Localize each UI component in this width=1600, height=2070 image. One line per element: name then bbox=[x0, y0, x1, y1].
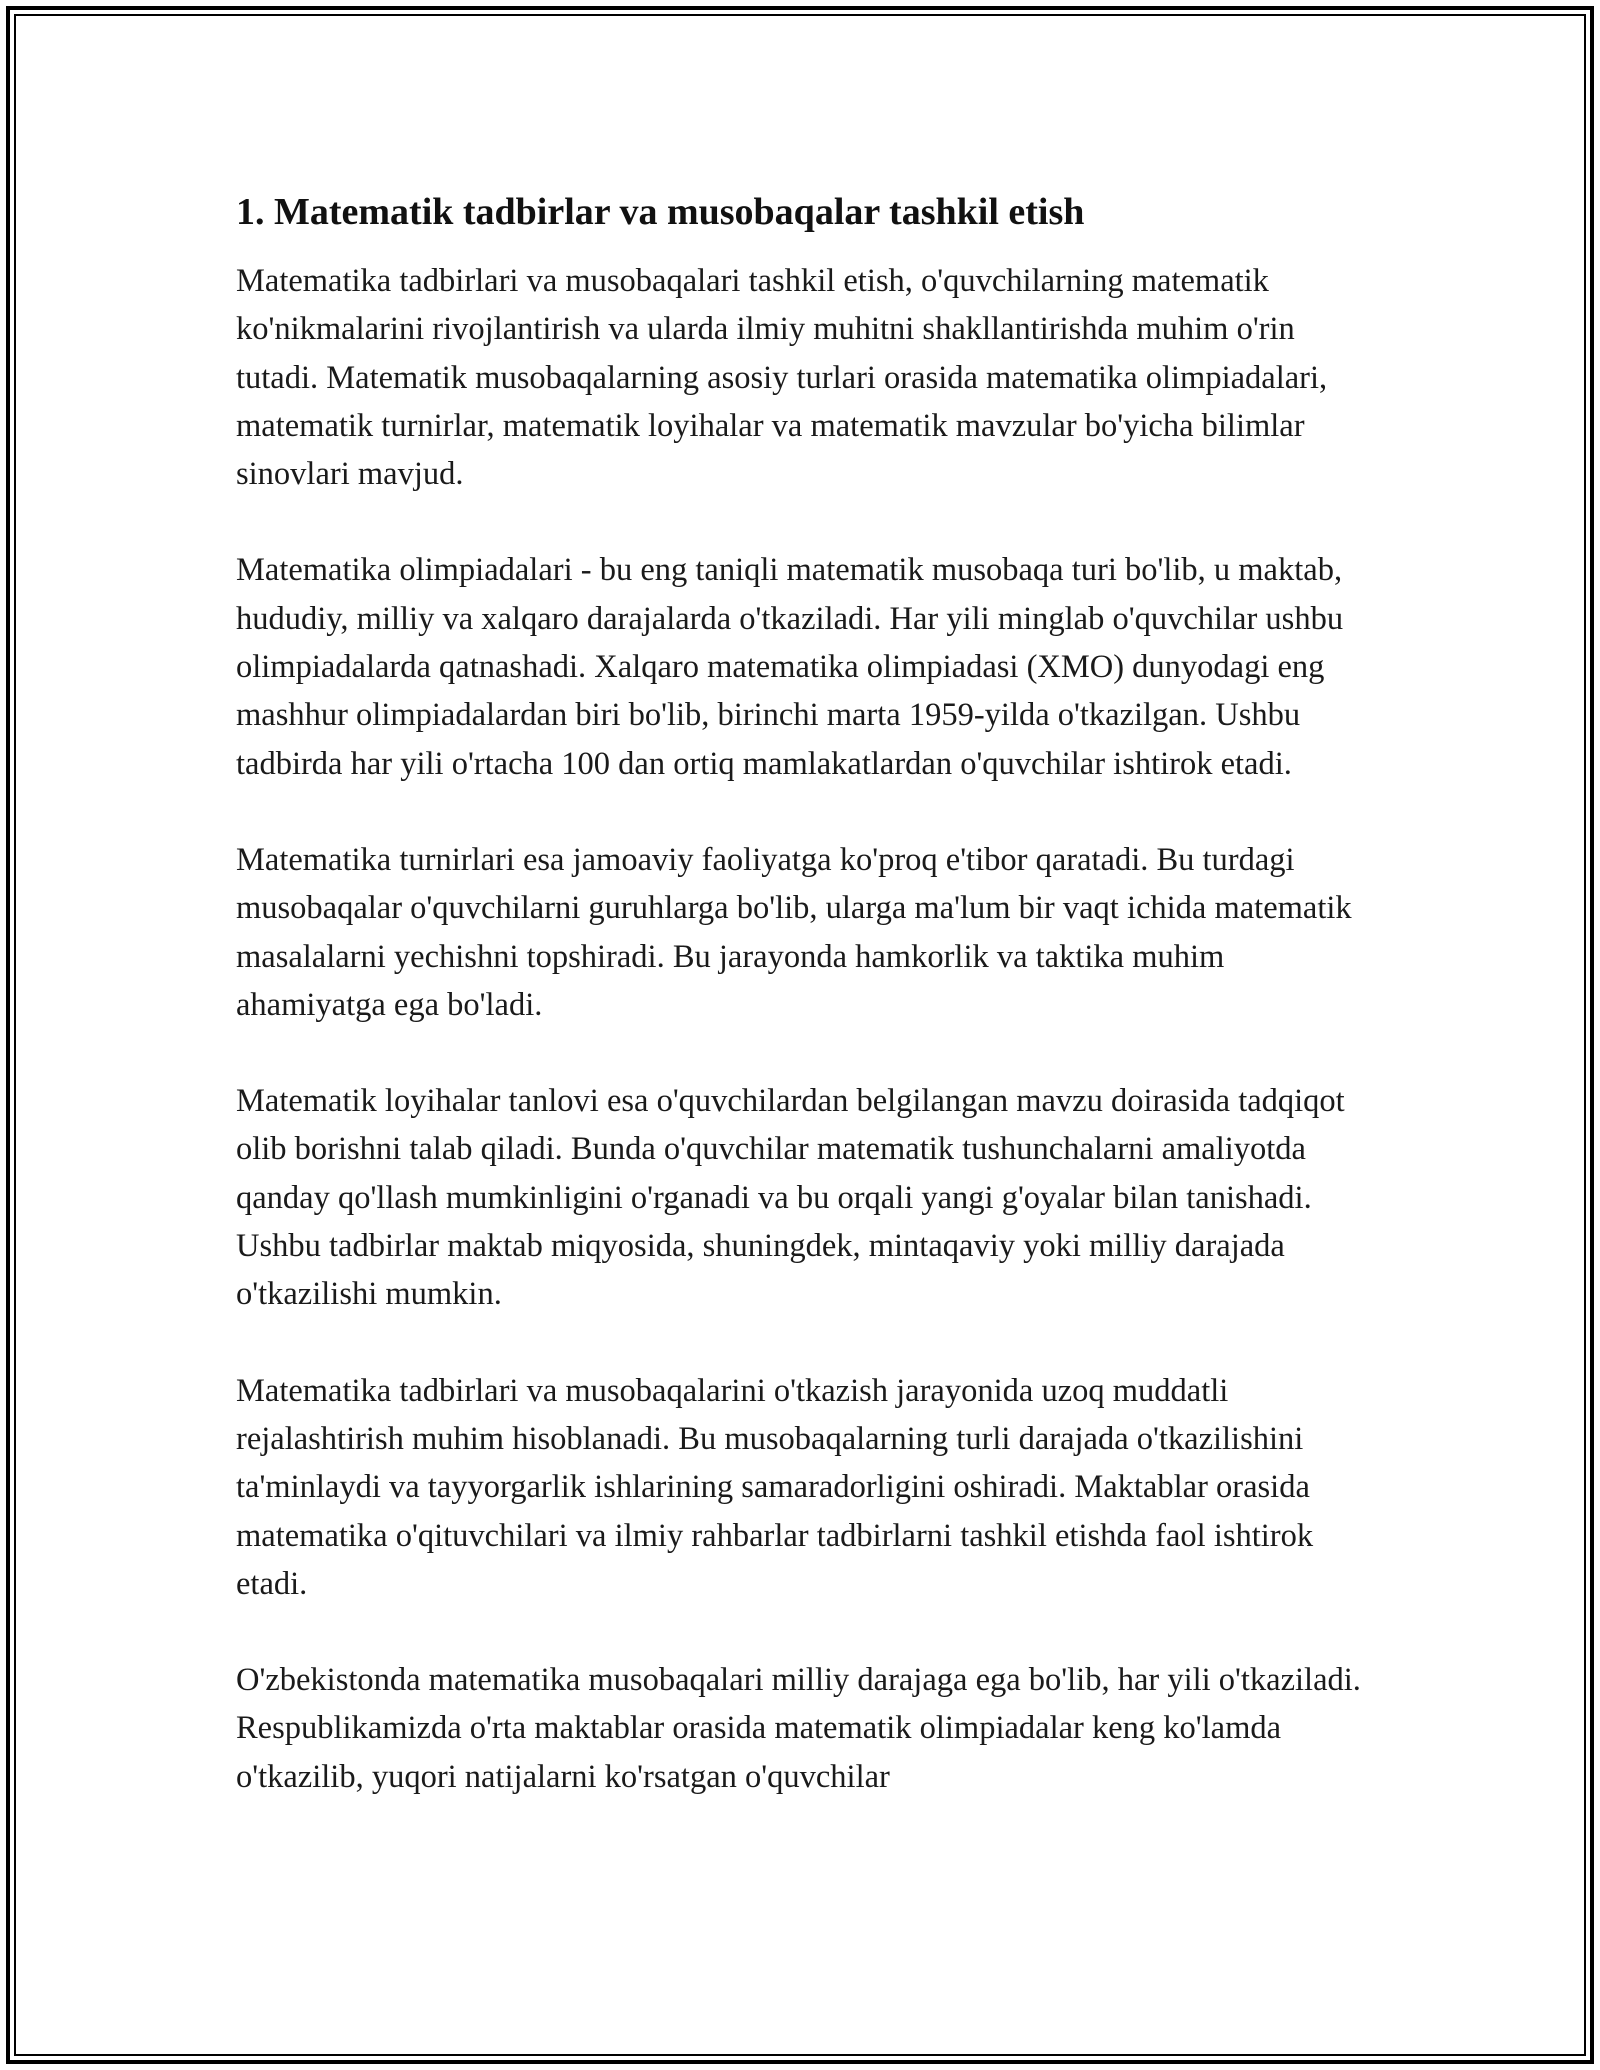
paragraph-projects: Matematik loyihalar tanlovi esa o'quvchilardan belgilangan mavzu doirasida tadqiqot olib borishni talab qiladi. Bunda o'quvchilar matematik tushunchalarni amaliyotda qanday qo'llash mumkinligini o'rganadi va bu orqali yangi g'oyalar bilan tanishadi. Ushbu tadbirlar maktab miqyosida, shuningdek, mintaqaviy yoki milliy darajada o'tkazilishi mumkin. bbox=[236, 1083, 1345, 1313]
paragraph-tournaments: Matematika turnirlari esa jamoaviy faoliyatga ko'proq e'tibor qaratadi. Bu turdagi musobaqalar o'quvchilarni guruhlarga bo'lib, ularga ma'lum bir vaqt ichida matematik masalalarni yechishni topshiradi. Bu jarayonda hamkorlik va taktika muhim ahamiyatga ega bo'ladi. bbox=[236, 841, 1352, 1023]
paragraph-intro: Matematika tadbirlari va musobaqalari tashkil etish, o'quvchilarning matematik ko'nikmalarini rivojlantirish va ularda ilmiy muhitni shakllantirishda muhim o'rin tutadi. Matematik musobaqalarning asosiy turlari orasida matematika olimpiadalari, matematik turnirlar, matematik loyihalar va matematik mavzular bo'yicha bilimlar sinovlari mavjud. bbox=[236, 263, 1328, 493]
section-heading: 1. Matematik tadbirlar va musobaqalar tashkil etish bbox=[236, 191, 1085, 233]
paragraph-olympiads: Matematika olimpiadalari - bu eng taniqli matematik musobaqa turi bo'lib, u maktab, hududiy, milliy va xalqaro darajalarda o'tkaziladi. Har yili minglab o'quvchilar ushbu olimpiadalarda qatnashadi. Xalqaro matematika olimpiadasi (XMO) dunyodagi eng mashhur olimpiadalardan biri bo'lib, birinchi marta 1959-yilda o'tkazilgan. Ushbu tadbirda har yili o'rtacha 100 dan ortiq mamlakatlardan o'quvchilar ishtirok etadi. bbox=[236, 552, 1344, 782]
document-body bbox=[236, 186, 1366, 1849]
paragraph-planning: Matematika tadbirlari va musobaqalarini o'tkazish jarayonida uzoq muddatli rejalashtirish muhim hisoblanadi. Bu musobaqalarning turli darajada o'tkazilishini ta'minlaydi va tayyorgarlik ishlarining samaradorligini oshiradi. Maktablar orasida matematika o'qituvchilari va ilmiy rahbarlar tadbirlarni tashkil etishda faol ishtirok etadi. bbox=[236, 1372, 1314, 1602]
paragraph-uzbekistan: O'zbekistonda matematika musobaqalari milliy darajaga ega bo'lib, har yili o'tkaziladi. Respublikamizda o'rta maktablar orasida matematik olimpiadalar keng ko'lamda o'tkazilib, yuqori natijalarni ko'rsatgan o'quvchilar bbox=[236, 1662, 1361, 1795]
